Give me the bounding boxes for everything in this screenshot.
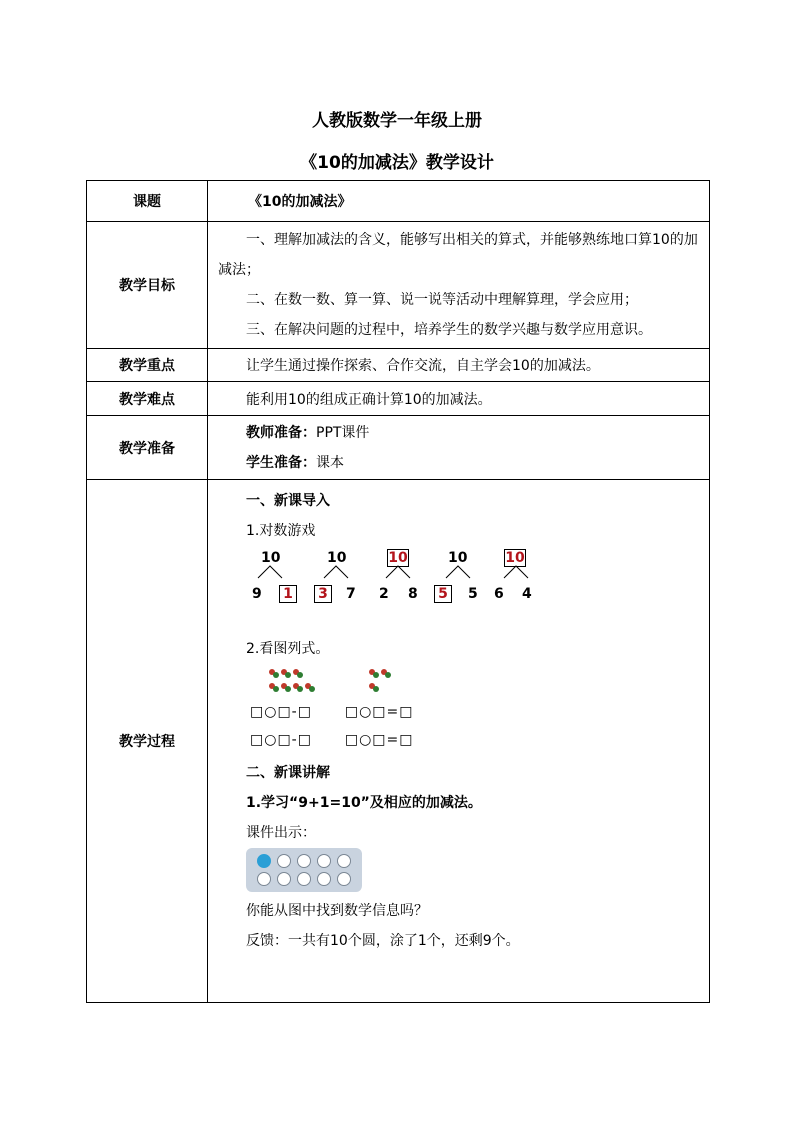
row-process (87, 480, 710, 1003)
equation-row (250, 698, 703, 726)
row-topic (87, 181, 710, 222)
question-text: 你能从图中找到数学信息吗？ (246, 903, 428, 919)
berry-pictures (246, 664, 703, 698)
goals-label: 教学目标 (87, 222, 208, 349)
process-label: 教学过程 (87, 480, 208, 1003)
circle (317, 872, 331, 886)
document-subtitle: 《10的加减法》教学设计 (300, 153, 494, 173)
key-point-value: 让学生通过操作探索、合作交流，自主学会10的加减法。 (208, 349, 710, 382)
topic-value: 《10的加减法》 (208, 181, 710, 222)
feedback-text: 反馈：一共有10个圆，涂了1个，还剩9个。 (246, 933, 520, 949)
circle (337, 872, 351, 886)
bond-right: 8 (408, 586, 418, 602)
circle (297, 854, 311, 868)
equation-blank: □○□-□ (250, 732, 312, 748)
student-prep-label: 学生准备： (246, 454, 316, 471)
teacher-prep-label: 教师准备： (246, 424, 316, 441)
teacher-prep-value: PPT课件 (316, 424, 370, 441)
row-difficulty (87, 382, 710, 416)
process-content (208, 480, 710, 1003)
bond-answer-box: 5 (434, 585, 452, 603)
key-point-label: 教学重点 (87, 349, 208, 382)
bond-answer-box: 3 (314, 585, 332, 603)
berry-picture (266, 664, 466, 698)
item-picture-equation: 2.看图列式。 (246, 641, 330, 657)
courseware-text: 课件出示： (246, 825, 316, 841)
bond-answer-box: 10 (505, 550, 525, 566)
topic-label: 课题 (87, 181, 208, 222)
row-preparation (87, 416, 710, 480)
document-title: 人教版数学一年级上册 (312, 111, 482, 131)
student-prep-value: 课本 (316, 454, 344, 471)
bond-answer-box: 1 (279, 585, 297, 603)
preparation-content (208, 416, 710, 480)
circle (297, 872, 311, 886)
filled-circle (257, 854, 271, 868)
bond-right: 4 (522, 586, 532, 602)
equation-blank: □○□=□ (344, 732, 414, 748)
circle (277, 872, 291, 886)
number-bond-game (246, 546, 703, 626)
bond-left: 6 (494, 586, 504, 602)
bond-left: 9 (252, 586, 262, 602)
bond-top: 10 (448, 550, 468, 566)
row-key-point (87, 349, 710, 382)
difficulty-value: 能利用10的组成正确计算10的加减法。 (208, 382, 710, 416)
bond-left: 2 (379, 586, 389, 602)
circle (277, 854, 291, 868)
item-learn-9-plus-1: 1.学习“9+1=10”及相应的加减法。 (246, 795, 482, 811)
bond-answer-box: 10 (388, 550, 408, 566)
bond-top: 10 (261, 550, 281, 566)
difficulty-label: 教学难点 (87, 382, 208, 416)
equation-row (250, 726, 703, 754)
goal-item: 二、在数一数、算一算、说一说等活动中理解算理，学会应用； (246, 292, 638, 308)
equation-blank: □○□-□ (250, 704, 312, 720)
bond-top: 10 (327, 550, 347, 566)
preparation-label: 教学准备 (87, 416, 208, 480)
circle (337, 854, 351, 868)
item-number-game: 1.对数游戏 (246, 523, 316, 539)
goal-item: 三、在解决问题的过程中，培养学生的数学兴趣与数学应用意识。 (246, 322, 652, 338)
row-goals (87, 222, 710, 349)
section-intro-heading: 一、新课导入 (246, 493, 330, 509)
goal-item: 一、理解加减法的含义，能够写出相关的算式，并能够熟练地口算10的加减法； (218, 232, 698, 278)
goals-content (208, 222, 710, 349)
equation-blank: □○□=□ (344, 704, 414, 720)
bond-right: 5 (468, 586, 478, 602)
lesson-plan-table (86, 180, 710, 1003)
circles-panel (246, 848, 362, 892)
section-new-lesson-heading: 二、新课讲解 (246, 765, 330, 781)
circle (317, 854, 331, 868)
bond-right: 7 (346, 586, 356, 602)
circle (257, 872, 271, 886)
